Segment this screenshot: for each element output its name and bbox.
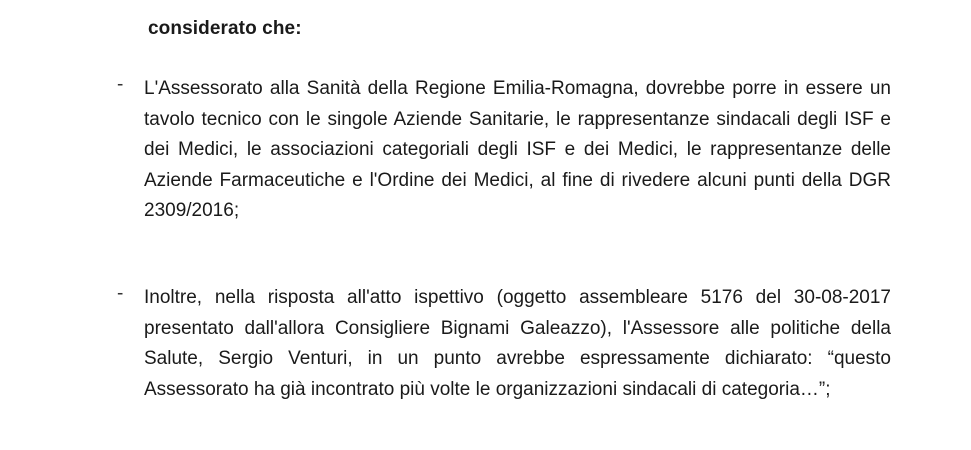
section-heading: considerato che: <box>148 18 302 39</box>
bullet-dash: - <box>117 74 124 95</box>
paragraph-1: L'Assessorato alla Sanità della Regione Emilia-Romagna, dovrebbe porre in essere un tavolo tecnico con le singole Aziende Sanitarie, le rappresentanze sindacali degli ISF e dei Medici, le associazioni categoriali degli ISF e dei Medici, le rappresentanze delle Aziende Farmaceutiche e l'Ordine dei Medici, al fine di rivedere alcuni punti della DGR 2309/2016; <box>144 78 891 221</box>
paragraph-2: Inoltre, nella risposta all'atto ispettivo (oggetto assembleare 5176 del 30-08-2017 presentato dall'allora Consigliere Bignami Galeazzo), l'Assessore alle politiche della Salute, Sergio Venturi, in un punto avrebbe espressamente dichiarato: “questo Assessorato ha già incontrato più volte le organizzazioni sindacali di categoria…”; <box>144 287 891 400</box>
bullet-dash: - <box>117 283 124 304</box>
